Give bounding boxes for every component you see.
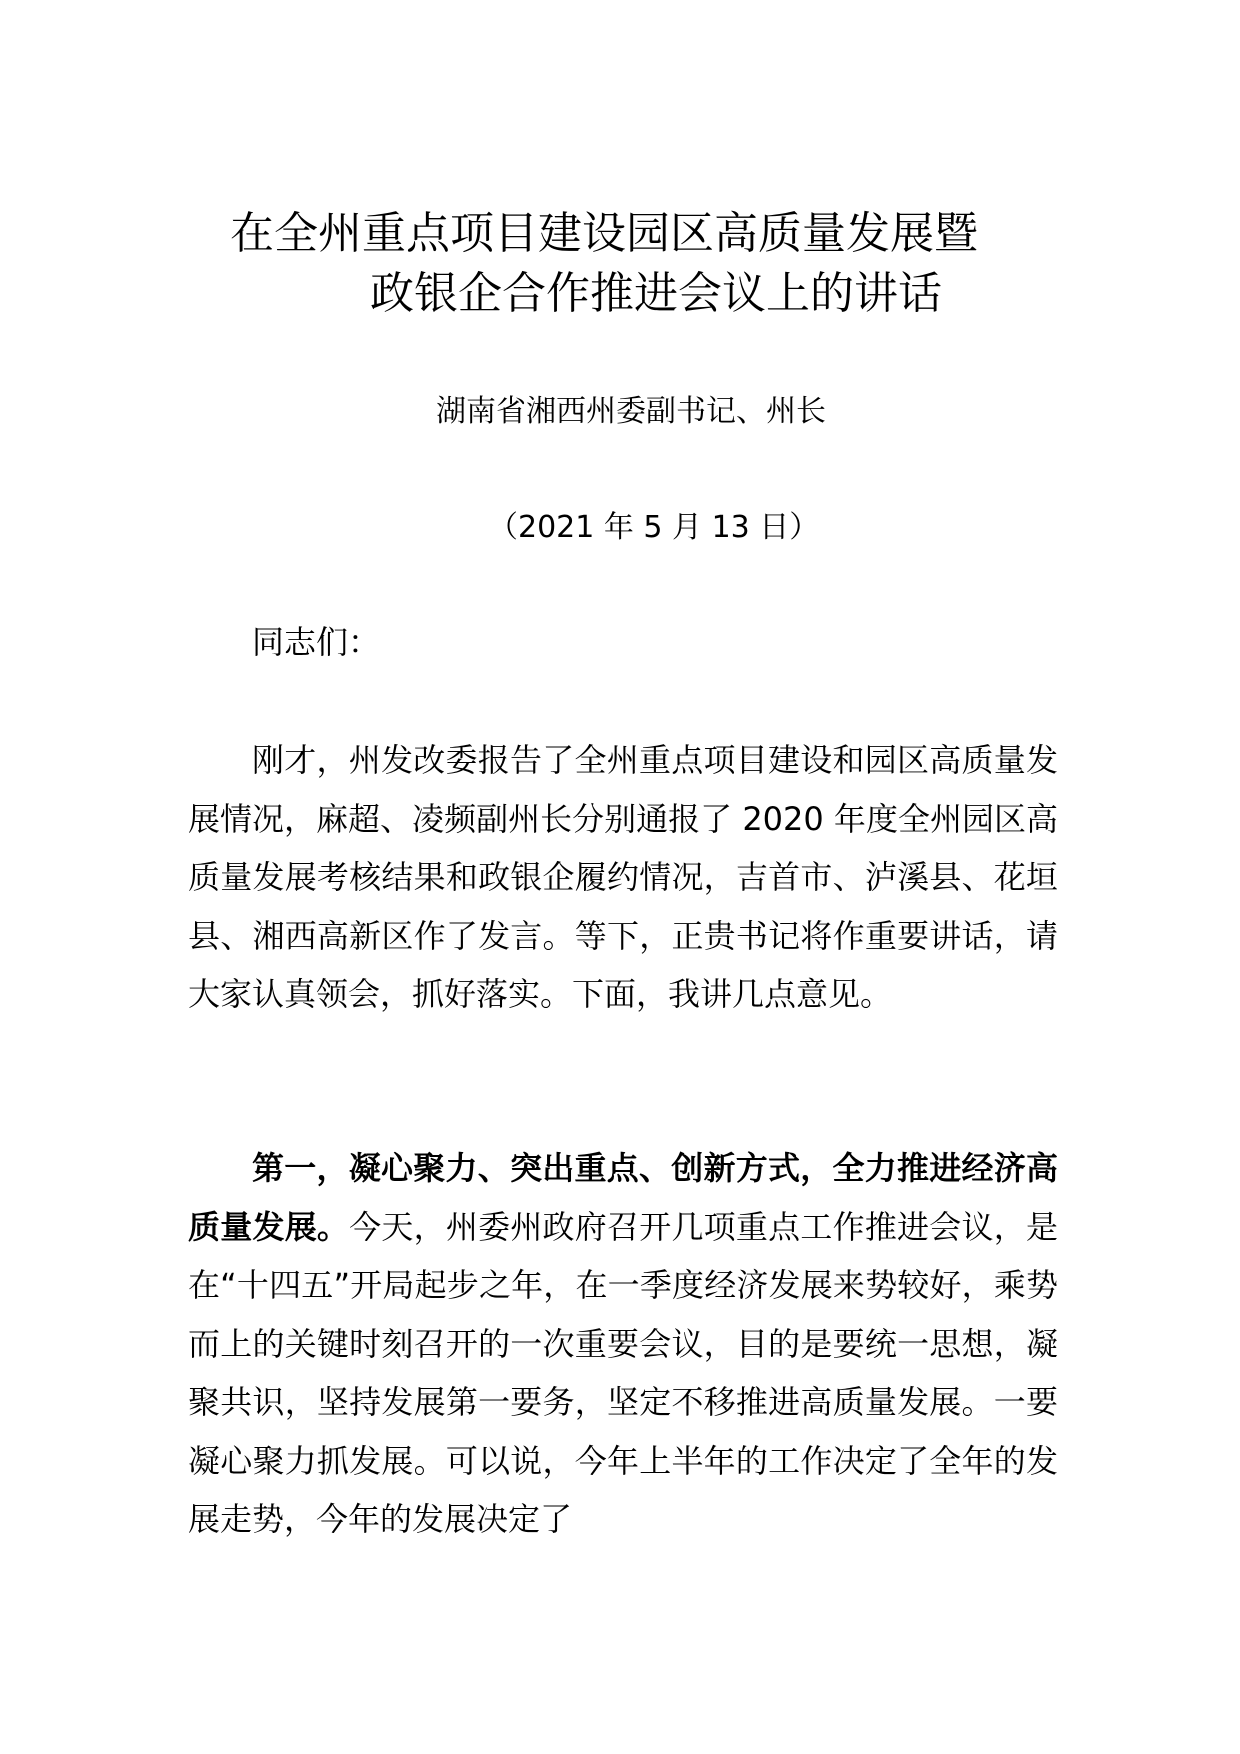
document-title-line-1: 在全州重点项目建设园区高质量发展暨 <box>230 208 978 259</box>
date-line: （2021 年 5 月 13 日） <box>488 510 820 545</box>
paragraph-2 <box>188 1139 1058 1549</box>
paragraph-1: 刚才，州发改委报告了全州重点项目建设和园区高质量发展情况，麻超、凌频副州长分别通报了 2020 年度全州园区高质量发展考核结果和政银企履约情况，吉首市、泸溪县、花垣县、湘西高新区作了发言。等下，正贵书记将作重要讲话，请大家认真领会，抓好落实。下面，我讲几点意见。 <box>188 741 1058 1013</box>
paragraph-2-lead: 第一，凝心聚力、突出重点、创新方式，全力推进经济高质量发展。 <box>188 1149 1058 1246</box>
document-title-line-2: 政银企合作推进会议上的讲话 <box>370 268 942 319</box>
author-line: 湖南省湘西州委副书记、州长 <box>436 394 826 429</box>
paragraph-2-body: 今天，州委州政府召开几项重点工作推进会议，是在“十四五”开局起步之年，在一季度经济发展来势较好，乘势而上的关键时刻召开的一次重要会议，目的是要统一思想，凝聚共识，坚持发展第一要务，坚定不移推进高质量发展。一要凝心聚力抓发展。可以说，今年上半年的工作决定了全年的发展走势，今年的发展决定了 <box>188 1207 1058 1538</box>
salutation: 同志们： <box>252 623 381 661</box>
